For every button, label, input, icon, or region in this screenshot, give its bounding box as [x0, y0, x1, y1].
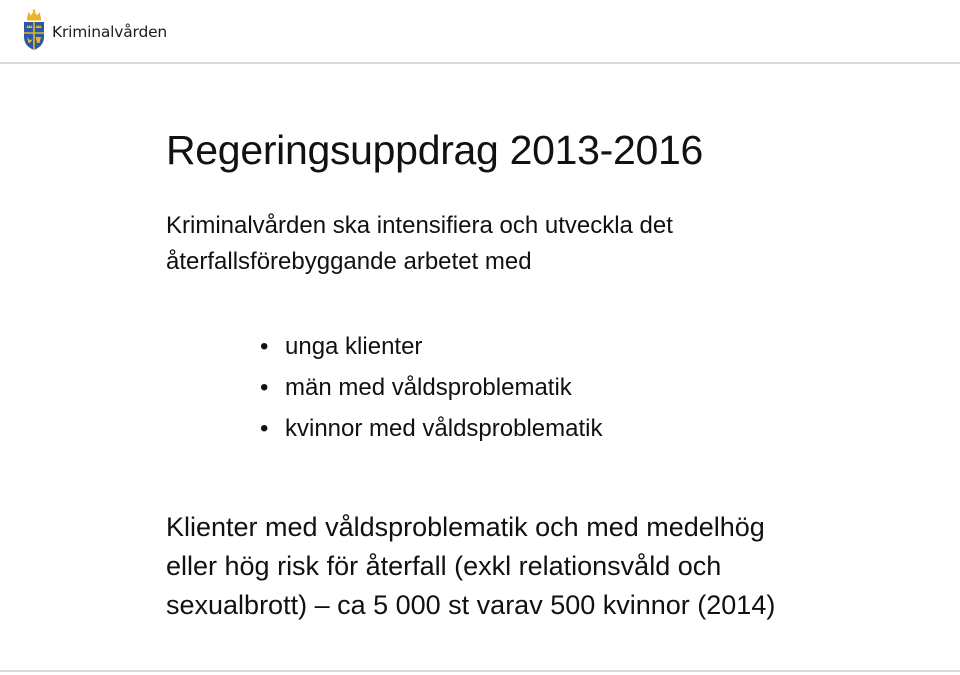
list-item-text: unga klienter [285, 333, 423, 360]
summary-line: sexualbrott) – ca 5 000 st varav 500 kvinnor (2014) [166, 590, 776, 620]
target-group-list [256, 326, 602, 449]
intro-paragraph [166, 208, 886, 280]
bullet-icon: • [260, 374, 269, 401]
footer-divider [0, 670, 960, 672]
list-item [256, 408, 602, 449]
org-name: Kriminalvården [52, 23, 168, 41]
summary-paragraph [166, 508, 946, 625]
summary-line: eller hög risk för återfall (exkl relationsvåld och [166, 551, 722, 581]
slide-title: Regeringsuppdrag 2013-2016 [166, 127, 704, 173]
header-divider [0, 62, 960, 64]
list-item-text: män med våldsproblematik [285, 374, 572, 401]
list-item [256, 326, 602, 367]
brand-logo [22, 9, 167, 51]
intro-line: återfallsförebyggande arbetet med [166, 248, 532, 275]
coat-of-arms-icon [22, 9, 46, 51]
list-item-text: kvinnor med våldsproblematik [285, 415, 603, 442]
intro-line: Kriminalvården ska intensifiera och utveckla det [166, 212, 673, 239]
list-item [256, 367, 602, 408]
slide-header [0, 0, 960, 62]
summary-line: Klienter med våldsproblematik och med medelhög [166, 512, 765, 542]
bullet-icon: • [260, 333, 269, 360]
bullet-icon: • [260, 415, 269, 442]
